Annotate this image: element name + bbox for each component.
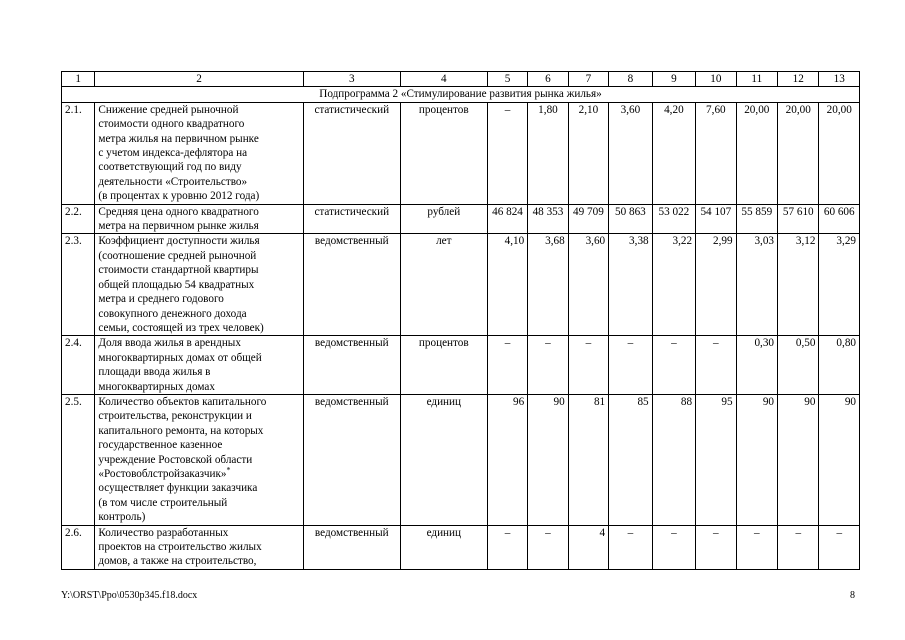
indicator-name-line: учреждение Ростовской области [98, 453, 253, 466]
year-value: 2,10 [568, 102, 608, 204]
indicator-type: статистический [303, 204, 400, 234]
indicator-name [95, 525, 303, 569]
year-value: 50 863 [609, 204, 652, 234]
year-value: 81 [568, 394, 608, 525]
indicator-name-line: контроль) [98, 511, 146, 524]
indicator-name-line: Снижение средней рыночной [98, 103, 239, 116]
year-value: – [652, 525, 695, 569]
year-value: 20,00 [819, 102, 860, 204]
indicator-name-line: соответствующий год по виду [98, 161, 242, 174]
year-value: – [609, 336, 652, 395]
indicator-name-line: (в том числе строительный [98, 496, 228, 509]
indicator-name-line: семьи, состоящей из трех человек) [98, 321, 264, 334]
year-value: 0,30 [736, 336, 777, 395]
year-value: – [819, 525, 860, 569]
row-number: 2.3. [62, 234, 95, 336]
year-value: 90 [819, 394, 860, 525]
indicator-name [95, 336, 303, 395]
indicator-name [95, 204, 303, 234]
year-value: – [528, 525, 568, 569]
footer-page-number: 8 [850, 590, 855, 601]
column-number-12: 12 [778, 72, 819, 87]
footer-file-path: Y:\ORST\Ppo\0530p345.f18.docx [61, 590, 198, 601]
indicator-name-line: совокупного денежного дохода [98, 307, 247, 320]
column-number-10: 10 [696, 72, 736, 87]
unit-of-measure: процентов [400, 336, 487, 395]
indicator-name-line: Количество разработанных [98, 526, 229, 539]
year-value: – [528, 336, 568, 395]
indicator-name-line: Количество объектов капитального [98, 395, 267, 408]
year-value: 3,03 [736, 234, 777, 336]
indicator-name-line: Средняя цена одного квадратного [98, 205, 259, 218]
year-value: 53 022 [652, 204, 695, 234]
year-value: 90 [528, 394, 568, 525]
row-number: 2.2. [62, 204, 95, 234]
year-value: – [568, 336, 608, 395]
indicator-name-line: площади ввода жилья в [98, 366, 211, 379]
year-value: 60 606 [819, 204, 860, 234]
column-number-4: 4 [400, 72, 487, 87]
year-value: 1,80 [528, 102, 568, 204]
subprogram-row [62, 87, 860, 102]
year-value: 3,12 [778, 234, 819, 336]
indicator-name-line: многоквартирных домах [98, 380, 215, 393]
year-value: 88 [652, 394, 695, 525]
year-value: 46 824 [487, 204, 527, 234]
year-value: 96 [487, 394, 527, 525]
unit-of-measure: единиц [400, 394, 487, 525]
row-number: 2.1. [62, 102, 95, 204]
indicator-name-line: «Ростовоблстройзаказчик»* [98, 465, 231, 480]
year-value: 2,99 [696, 234, 736, 336]
year-value: 0,80 [819, 336, 860, 395]
indicator-name-line: метра жилья на первичном рынке [98, 132, 259, 145]
indicators-table [61, 71, 860, 570]
year-value: – [487, 102, 527, 204]
year-value: 4,20 [652, 102, 695, 204]
year-value: 3,60 [568, 234, 608, 336]
indicator-type: ведомственный [303, 234, 400, 336]
column-number-5: 5 [487, 72, 527, 87]
year-value: 49 709 [568, 204, 608, 234]
indicator-name-line: метра и среднего годового [98, 293, 224, 306]
table-row [62, 234, 860, 336]
year-value: – [652, 336, 695, 395]
indicator-name-line: общей площадью 54 квадратных [98, 278, 255, 291]
year-value: – [696, 336, 736, 395]
column-number-6: 6 [528, 72, 568, 87]
year-value: 3,38 [609, 234, 652, 336]
indicator-name-line: метра на первичном рынке жилья [98, 220, 259, 233]
indicator-name-line: осуществляет функции заказчика [98, 482, 258, 495]
year-value: 90 [778, 394, 819, 525]
year-value: 3,68 [528, 234, 568, 336]
indicator-name-line: (соотношение средней рыночной [98, 249, 257, 262]
table-row [62, 336, 860, 395]
year-value: 4 [568, 525, 608, 569]
table-row [62, 394, 860, 525]
year-value: – [696, 525, 736, 569]
column-number-11: 11 [736, 72, 777, 87]
table-row [62, 102, 860, 204]
indicator-name-line: многоквартирных домах от общей [98, 351, 262, 364]
column-number-row [62, 72, 860, 87]
year-value: 3,29 [819, 234, 860, 336]
table-row [62, 525, 860, 569]
year-value: 95 [696, 394, 736, 525]
indicator-name-line: Доля ввода жилья в арендных [98, 337, 241, 350]
year-value: 85 [609, 394, 652, 525]
indicator-name-line: Коэффициент доступности жилья [98, 235, 260, 248]
year-value: 20,00 [778, 102, 819, 204]
table-row [62, 204, 860, 234]
year-value: 90 [736, 394, 777, 525]
year-value: 4,10 [487, 234, 527, 336]
year-value: 20,00 [736, 102, 777, 204]
year-value: 48 353 [528, 204, 568, 234]
indicator-name-line: стоимости стандартной квартиры [98, 264, 259, 277]
year-value: – [487, 336, 527, 395]
column-number-1: 1 [62, 72, 95, 87]
row-number: 2.5. [62, 394, 95, 525]
subprogram-title: Подпрограмма 2 «Стимулирование развития рынка жилья» [62, 87, 860, 102]
year-value: 55 859 [736, 204, 777, 234]
unit-of-measure: лет [400, 234, 487, 336]
indicator-type: статистический [303, 102, 400, 204]
year-value: 3,60 [609, 102, 652, 204]
row-number: 2.4. [62, 336, 95, 395]
indicator-type: ведомственный [303, 525, 400, 569]
indicator-name-line: деятельности «Строительство» [98, 175, 248, 188]
year-value: – [609, 525, 652, 569]
year-value: – [778, 525, 819, 569]
indicator-name-line: капитального ремонта, на которых [98, 424, 264, 437]
unit-of-measure: единиц [400, 525, 487, 569]
indicator-name-line: государственное казенное [98, 439, 223, 452]
unit-of-measure: рублей [400, 204, 487, 234]
indicator-type: ведомственный [303, 394, 400, 525]
year-value: 0,50 [778, 336, 819, 395]
indicator-name [95, 102, 303, 204]
column-number-3: 3 [303, 72, 400, 87]
indicator-name-line: с учетом индекса-дефлятора на [98, 147, 248, 160]
indicator-name [95, 394, 303, 525]
unit-of-measure: процентов [400, 102, 487, 204]
column-number-9: 9 [652, 72, 695, 87]
indicator-name-line: (в процентах к уровню 2012 года) [98, 190, 260, 203]
column-number-2: 2 [95, 72, 303, 87]
year-value: – [736, 525, 777, 569]
year-value: 7,60 [696, 102, 736, 204]
column-number-7: 7 [568, 72, 608, 87]
year-value: 57 610 [778, 204, 819, 234]
indicator-name [95, 234, 303, 336]
indicator-name-line: строительства, реконструкции и [98, 410, 252, 423]
footnote-mark: * [226, 465, 231, 475]
column-number-13: 13 [819, 72, 860, 87]
year-value: 54 107 [696, 204, 736, 234]
year-value: – [487, 525, 527, 569]
column-number-8: 8 [609, 72, 652, 87]
year-value: 3,22 [652, 234, 695, 336]
indicator-name-line: стоимости одного квадратного [98, 118, 245, 131]
indicator-type: ведомственный [303, 336, 400, 395]
row-number: 2.6. [62, 525, 95, 569]
indicator-name-line: домов, а также на строительство, [98, 555, 257, 568]
indicator-name-line: проектов на строительство жилых [98, 541, 262, 553]
